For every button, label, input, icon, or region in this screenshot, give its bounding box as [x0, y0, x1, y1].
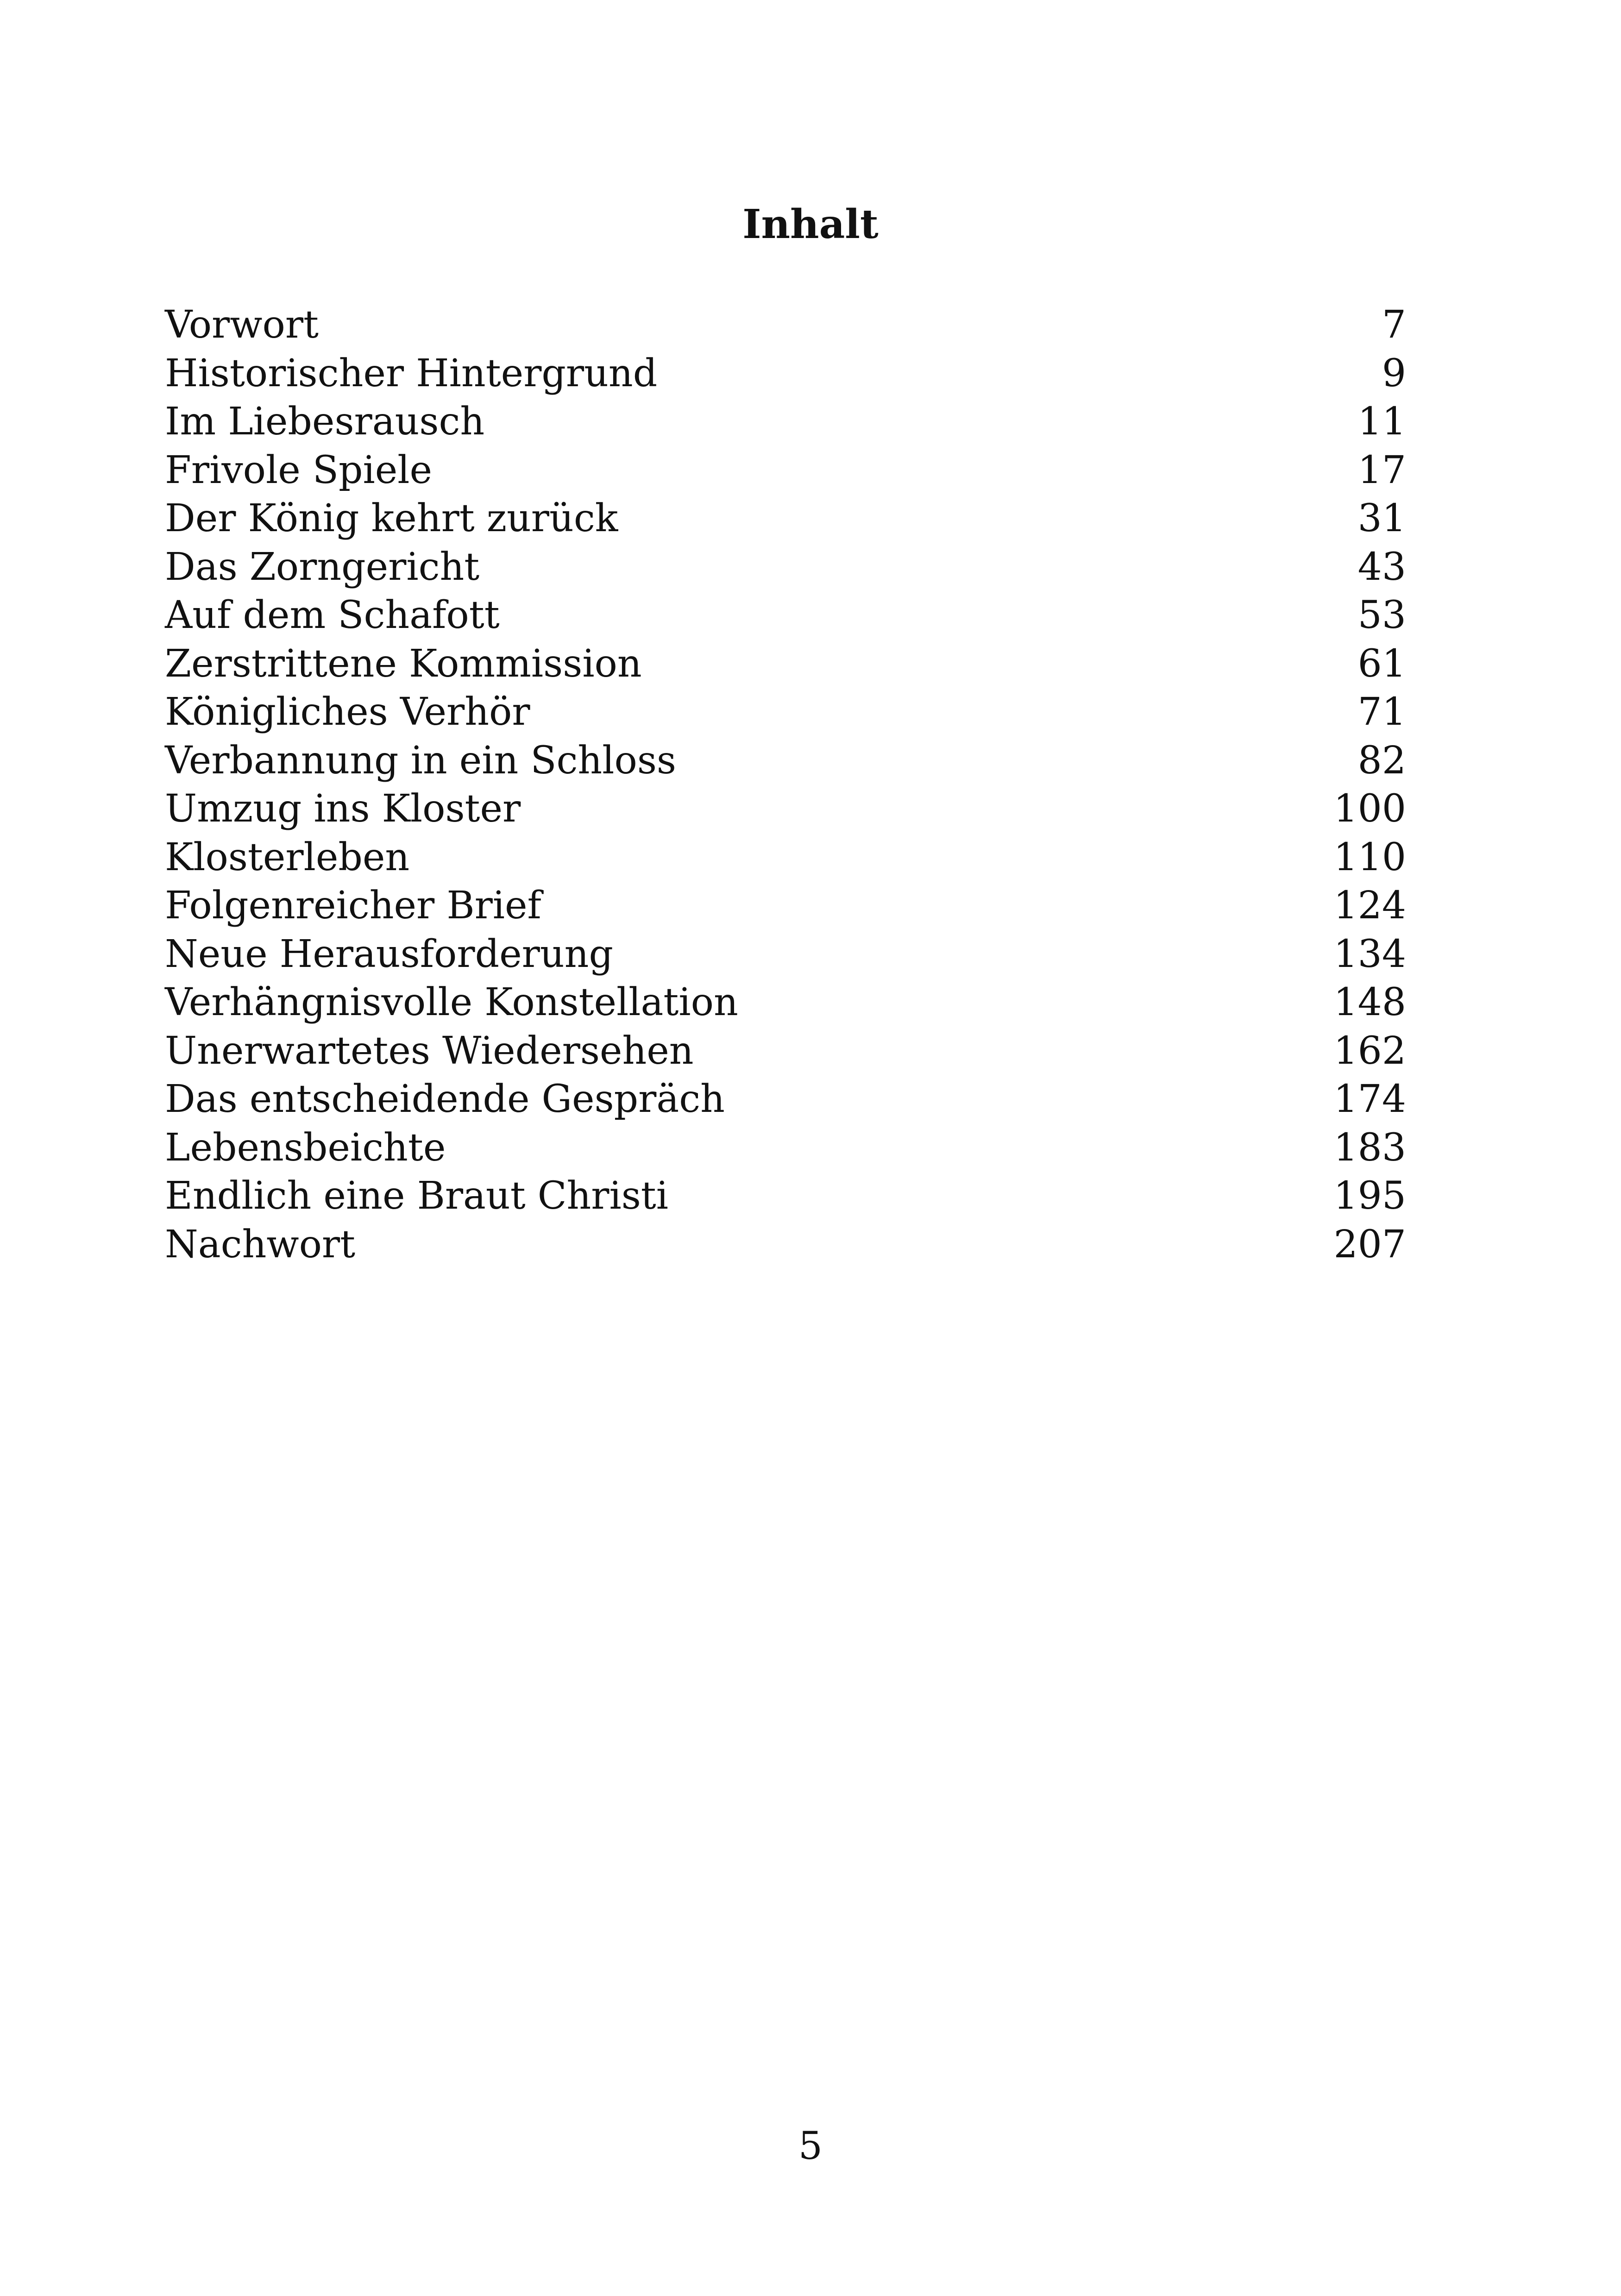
toc-entry-page: 207: [1333, 1222, 1406, 1267]
toc-entry-title: Umzug ins Kloster: [165, 787, 521, 831]
toc-entry-page: 183: [1333, 1125, 1406, 1170]
toc-entry: [165, 495, 1406, 543]
toc-entry-title: Vorwort: [165, 303, 319, 347]
toc-entry: [165, 543, 1406, 592]
toc-entry-title: Das Zorngericht: [165, 545, 480, 589]
toc-entry: [165, 737, 1406, 785]
page-title: Inhalt: [742, 201, 879, 248]
toc-entry-page: 9: [1382, 351, 1406, 395]
toc-entry-title: Historischer Hintergrund: [165, 351, 658, 395]
table-of-contents: [165, 301, 1406, 1269]
toc-entry-page: 61: [1357, 641, 1406, 686]
toc-entry-title: Verbannung in ein Schloss: [165, 738, 676, 783]
toc-entry: [165, 688, 1406, 737]
toc-entry: [165, 301, 1406, 350]
toc-entry-page: 17: [1357, 448, 1406, 492]
toc-entry: [165, 1221, 1406, 1269]
toc-entry: [165, 882, 1406, 930]
toc-entry-page: 31: [1357, 496, 1406, 540]
toc-entry-page: 82: [1357, 738, 1406, 783]
toc-entry-title: Neue Herausforderung: [165, 932, 613, 976]
toc-entry-page: 11: [1357, 400, 1406, 444]
toc-entry-page: 53: [1357, 593, 1406, 637]
toc-entry-title: Verhängnisvolle Konstellation: [165, 980, 738, 1024]
toc-entry: [165, 834, 1406, 882]
toc-entry: [165, 446, 1406, 495]
toc-entry-title: Der König kehrt zurück: [165, 496, 618, 540]
toc-entry-title: Folgenreicher Brief: [165, 884, 541, 928]
toc-entry-page: 174: [1333, 1077, 1406, 1121]
toc-entry: [165, 1075, 1406, 1124]
toc-entry: [165, 930, 1406, 979]
toc-entry: [165, 1027, 1406, 1076]
toc-entry-title: Frivole Spiele: [165, 448, 433, 492]
page-number: 5: [798, 2124, 823, 2168]
toc-entry-title: Lebensbeichte: [165, 1125, 446, 1170]
toc-entry-page: 43: [1357, 545, 1406, 589]
toc-entry-page: 100: [1333, 787, 1406, 831]
toc-entry: [165, 350, 1406, 398]
toc-entry-title: Endlich eine Braut Christi: [165, 1174, 668, 1218]
toc-entry-title: Unerwartetes Wiedersehen: [165, 1029, 694, 1073]
toc-entry-title: Im Liebesrausch: [165, 400, 485, 444]
toc-entry-page: 134: [1333, 932, 1406, 976]
toc-entry: [165, 640, 1406, 689]
toc-entry-page: 162: [1333, 1029, 1406, 1073]
toc-entry-title: Klosterleben: [165, 835, 410, 879]
toc-entry-title: Königliches Verhör: [165, 690, 530, 734]
toc-entry-title: Zerstrittene Kommission: [165, 641, 642, 686]
toc-entry-page: 71: [1357, 690, 1406, 734]
toc-entry-title: Auf dem Schafott: [165, 593, 500, 637]
toc-entry: [165, 398, 1406, 446]
toc-entry: [165, 1172, 1406, 1221]
toc-entry: [165, 979, 1406, 1027]
toc-entry-page: 110: [1333, 835, 1406, 879]
toc-entry: [165, 785, 1406, 834]
toc-entry-page: 148: [1333, 980, 1406, 1024]
toc-entry-page: 195: [1333, 1174, 1406, 1218]
toc-entry-title: Das entscheidende Gespräch: [165, 1077, 725, 1121]
toc-entry: [165, 1124, 1406, 1173]
toc-entry-title: Nachwort: [165, 1222, 356, 1267]
toc-entry-page: 124: [1333, 884, 1406, 928]
toc-entry-page: 7: [1382, 303, 1406, 347]
toc-entry: [165, 591, 1406, 640]
